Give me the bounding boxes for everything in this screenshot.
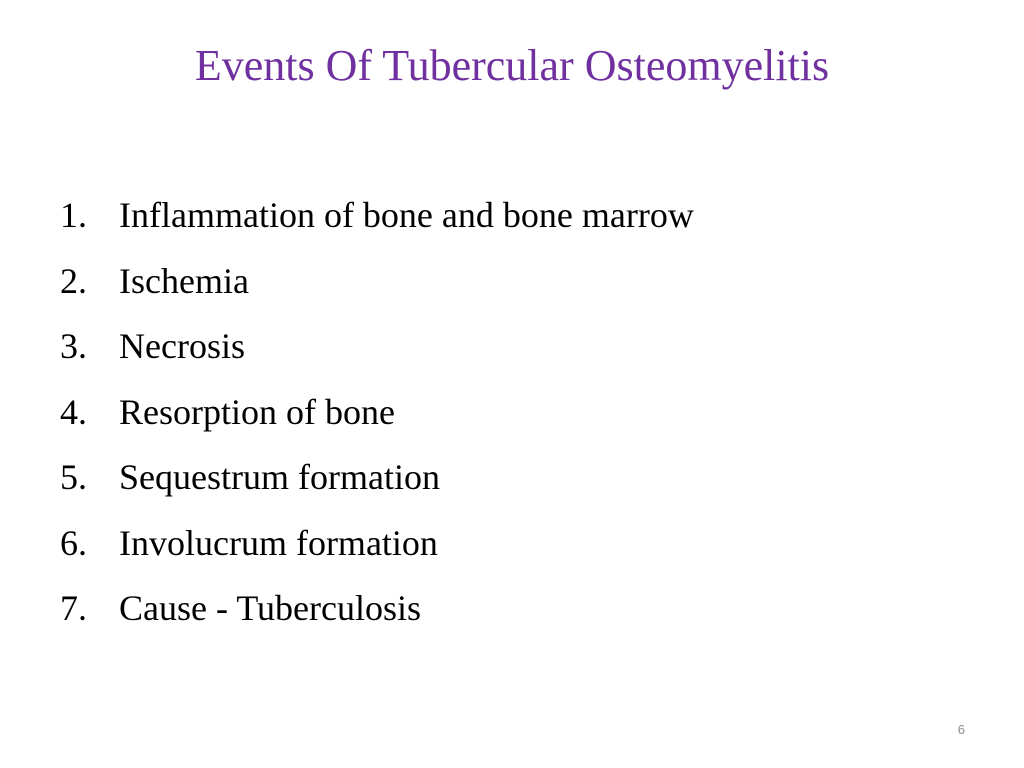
list-item <box>60 577 694 643</box>
list-item <box>60 250 694 316</box>
item-text: Resorption of bone <box>119 391 395 432</box>
item-text: Cause - Tuberculosis <box>119 588 422 628</box>
page-number: 6 <box>957 722 965 737</box>
item-text: Sequestrum formation <box>119 457 440 497</box>
item-number: 7. <box>60 588 87 628</box>
list-item <box>60 446 694 512</box>
slide-title: Events Of Tubercular Osteomyelitis <box>194 41 830 90</box>
events-list <box>60 184 694 643</box>
item-number: 2. <box>60 260 87 301</box>
list-item <box>60 512 694 578</box>
list-item <box>60 381 694 447</box>
item-number: 5. <box>60 457 87 497</box>
item-number: 4. <box>60 391 87 432</box>
item-text: Necrosis <box>119 326 245 366</box>
item-text: Inflammation of bone and bone marrow <box>119 195 694 235</box>
item-text: Ischemia <box>119 260 249 301</box>
list-item <box>60 184 694 250</box>
item-number: 6. <box>60 522 87 563</box>
item-text: Involucrum formation <box>119 522 438 563</box>
item-number: 1. <box>60 195 87 235</box>
list-item <box>60 315 694 381</box>
item-number: 3. <box>60 326 87 366</box>
